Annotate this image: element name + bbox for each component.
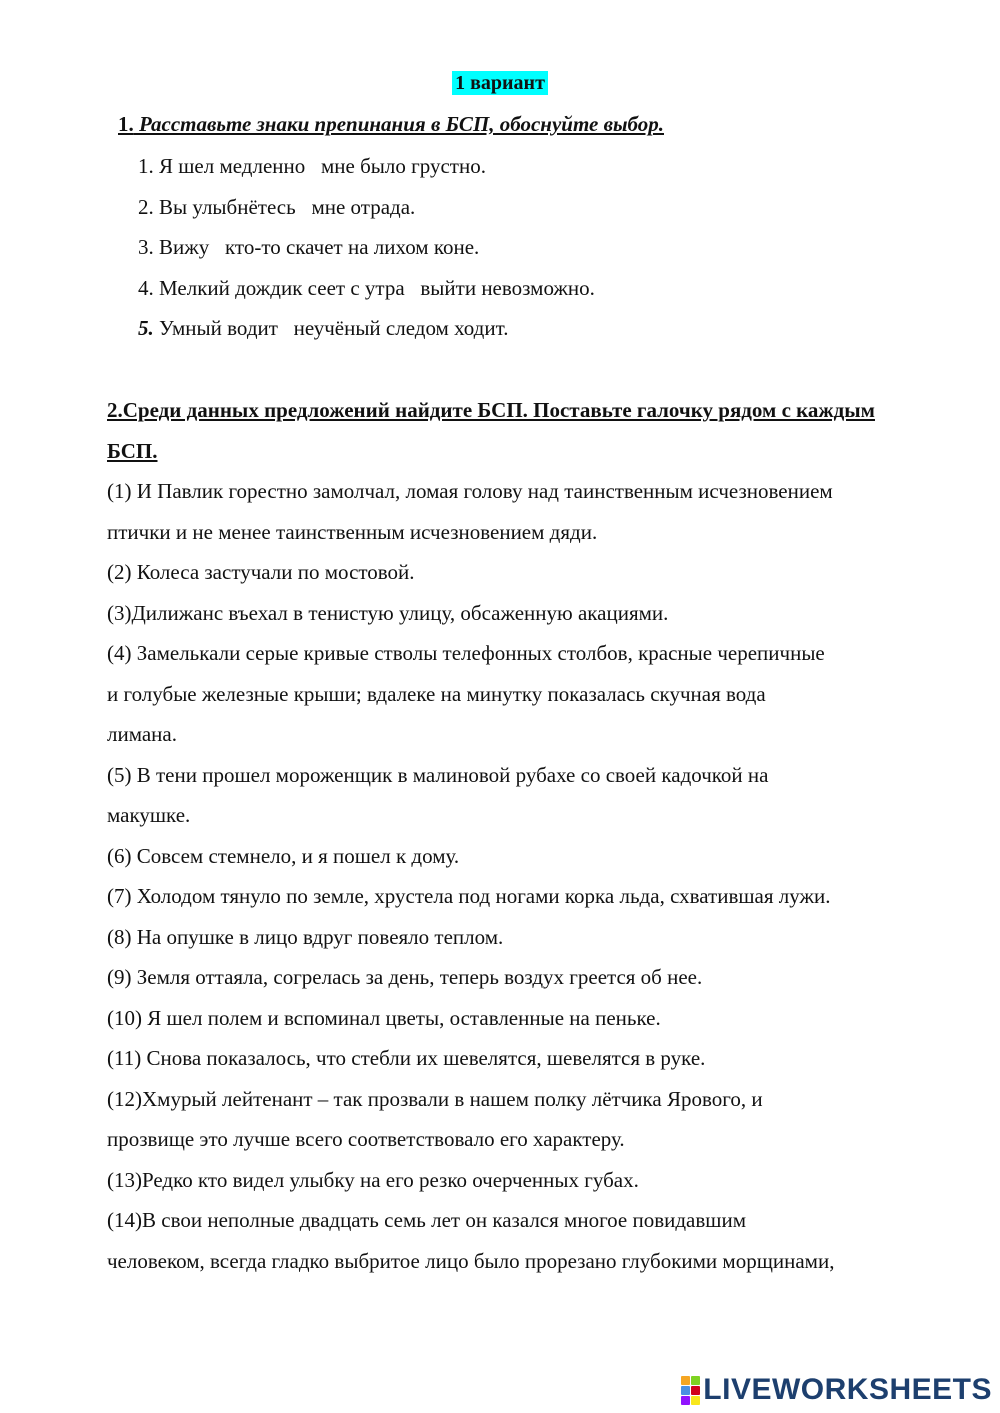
logo-tile: [691, 1386, 700, 1395]
sentence-line: (7) Холодом тянуло по земле, хрустела под ногами корка льда, схватившая лужи.: [107, 884, 831, 908]
sentence-line: (14)В свои неполные двадцать семь лет он казался многое повидавшим: [107, 1208, 746, 1232]
task1-item-number: 2.: [138, 194, 154, 219]
sentence-line: (6) Совсем стемнело, и я пошел к дому.: [107, 843, 460, 868]
task1-item-text: Умный водит неучёный следом ходит.: [153, 316, 509, 340]
sentence-line: (13)Редко кто видел улыбку на его резко очерченных губах.: [107, 1167, 639, 1192]
task1-item-number: 4.: [138, 275, 154, 300]
logo-icon: [681, 1376, 700, 1405]
task2-sentences: [107, 471, 937, 1281]
logo-tile: [691, 1376, 700, 1385]
sentence-line: прозвище это лучше всего соответствовало его характеру.: [107, 1127, 625, 1151]
task1-item: [138, 191, 595, 232]
task1-item-text: Я шел медленно мне было грустно.: [153, 154, 486, 178]
sentence-line: (8) На опушке в лицо вдруг повеяло теплом.: [107, 924, 504, 949]
task2-heading: 2.Среди данных предложений найдите БСП. Поставьте галочку рядом с каждым БСП.: [107, 398, 875, 463]
task1-item-text: Вижу кто-то скачет на лихом коне.: [153, 235, 480, 259]
task1-item-number: 5.: [138, 316, 154, 340]
sentence-line: макушке.: [107, 803, 191, 827]
sentence-line: лимана.: [107, 722, 177, 746]
logo-tile: [681, 1396, 690, 1405]
task1-item: [138, 272, 595, 313]
task1-item: [138, 231, 595, 272]
task1-item: [138, 150, 595, 191]
sentence-line: (3)Дилижанс въехал в тенистую улицу, обсаженную акациями.: [107, 600, 669, 625]
task1-item-number: 1.: [138, 154, 154, 178]
liveworksheets-logo[interactable]: [681, 1373, 992, 1407]
task1-list: [138, 150, 595, 353]
logo-tile: [691, 1396, 700, 1405]
sentence-line: (2) Колеса застучали по мостовой.: [107, 560, 415, 584]
task1-item: [138, 312, 595, 353]
sentence-line: (5) В тени прошел мороженщик в малиновой рубахе со своей кадочкой на: [107, 762, 769, 787]
logo-text: LIVEWORKSHEETS: [703, 1373, 992, 1406]
sentence-line: человеком, всегда гладко выбритое лицо было прорезано глубокими морщинами,: [107, 1248, 835, 1273]
sentence-line: (9) Земля оттаяла, согрелась за день, теперь воздух греется об нее.: [107, 965, 703, 989]
task1-item-number: 3.: [138, 235, 154, 259]
sentence-line: (10) Я шел полем и вспоминал цветы, оставленные на пеньке.: [107, 1005, 661, 1030]
task1-heading: [118, 112, 664, 137]
sentence-line: (12)Хмурый лейтенант – так прозвали в нашем полку лётчика Ярового, и: [107, 1086, 763, 1111]
sentence-line: птички и не менее таинственным исчезновением дяди.: [107, 519, 598, 544]
sentence-line: (1) И Павлик горестно замолчал, ломая голову над таинственным исчезновением: [107, 479, 833, 503]
variant-title: [0, 72, 1000, 95]
logo-tile: [681, 1386, 690, 1395]
sentence-line: (4) Замелькали серые кривые стволы телефонных столбов, красные черепичные: [107, 641, 825, 665]
sentence-line: (11) Снова показалось, что стебли их шевелятся, шевелятся в руке.: [107, 1046, 706, 1070]
logo-tile: [681, 1376, 690, 1385]
task1-item-text: Вы улыбнётесь мне отрада.: [153, 194, 416, 219]
variant-title-text: 1 вариант: [452, 71, 548, 95]
sentence-line: и голубые железные крыши; вдалеке на минутку показалась скучная вода: [107, 681, 766, 706]
task1-title: Расставьте знаки препинания в БСП, обоснуйте выбор.: [133, 112, 664, 136]
task1-item-text: Мелкий дождик сеет с утра выйти невозможно.: [153, 275, 595, 300]
task1-number: 1.: [118, 112, 134, 136]
